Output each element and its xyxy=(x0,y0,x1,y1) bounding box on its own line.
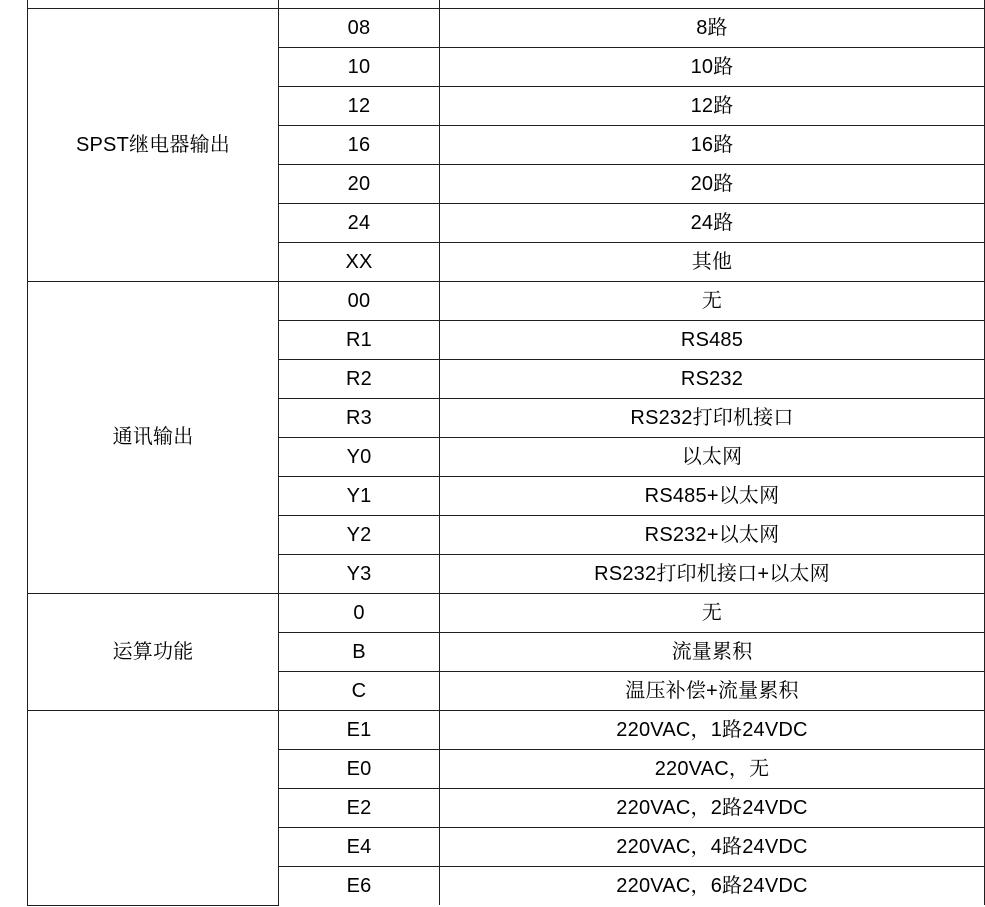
code-cell: 0 xyxy=(279,593,440,632)
description-cell: RS232打印机接口+以太网 xyxy=(440,554,985,593)
description-cell: 温压补偿+流量累积 xyxy=(440,671,985,710)
group-cell-power-supply xyxy=(28,710,279,905)
code-cell: Y0 xyxy=(279,437,440,476)
table-row xyxy=(28,710,985,749)
group-cell xyxy=(28,0,279,8)
code-cell: E1 xyxy=(279,710,440,749)
description-cell: 220VAC，4路24VDC xyxy=(440,827,985,866)
code-cell: Y1 xyxy=(279,476,440,515)
description-cell: 12路 xyxy=(440,86,985,125)
group-cell-spst-relay-output: SPST继电器输出 xyxy=(28,8,279,281)
code-cell: 10 xyxy=(279,47,440,86)
description-cell: 220VAC，1路24VDC xyxy=(440,710,985,749)
code-cell: 12 xyxy=(279,86,440,125)
description-cell: 16路 xyxy=(440,125,985,164)
description-cell: 以太网 xyxy=(440,437,985,476)
code-cell: 16 xyxy=(279,125,440,164)
description-cell: RS485+以太网 xyxy=(440,476,985,515)
code-cell: XX xyxy=(279,242,440,281)
specification-table xyxy=(27,0,985,906)
description-cell: RS232+以太网 xyxy=(440,515,985,554)
description-cell: 无 xyxy=(440,593,985,632)
code-cell: R2 xyxy=(279,359,440,398)
code-cell: R1 xyxy=(279,320,440,359)
group-cell-calculation-function: 运算功能 xyxy=(28,593,279,710)
table-row xyxy=(28,593,985,632)
description-cell: RS232 xyxy=(440,359,985,398)
description-cell: 流量累积 xyxy=(440,632,985,671)
code-cell: 20 xyxy=(279,164,440,203)
code-cell: E0 xyxy=(279,749,440,788)
description-cell: 20路 xyxy=(440,164,985,203)
code-cell: E4 xyxy=(279,827,440,866)
description-cell: 24路 xyxy=(440,203,985,242)
description-cell: 220VAC，6路24VDC xyxy=(440,866,985,905)
table-row xyxy=(28,8,985,47)
description-cell: 10路 xyxy=(440,47,985,86)
code-cell: B xyxy=(279,632,440,671)
description-cell: 无 xyxy=(440,281,985,320)
code-cell: Y2 xyxy=(279,515,440,554)
code-cell: 00 xyxy=(279,281,440,320)
description-cell: 其他 xyxy=(440,242,985,281)
code-cell xyxy=(279,0,440,8)
description-cell: RS232打印机接口 xyxy=(440,398,985,437)
code-cell: E6 xyxy=(279,866,440,905)
description-cell: 220VAC，无 xyxy=(440,749,985,788)
description-cell: RS485 xyxy=(440,320,985,359)
table-row xyxy=(28,0,985,8)
table-row xyxy=(28,281,985,320)
description-cell: 8路 xyxy=(440,8,985,47)
table-body xyxy=(28,0,985,905)
description-cell: 220VAC，2路24VDC xyxy=(440,788,985,827)
code-cell: 24 xyxy=(279,203,440,242)
code-cell: 08 xyxy=(279,8,440,47)
code-cell: C xyxy=(279,671,440,710)
code-cell: E2 xyxy=(279,788,440,827)
code-cell: R3 xyxy=(279,398,440,437)
code-cell: Y3 xyxy=(279,554,440,593)
group-cell-communication-output: 通讯输出 xyxy=(28,281,279,593)
description-cell xyxy=(440,0,985,8)
